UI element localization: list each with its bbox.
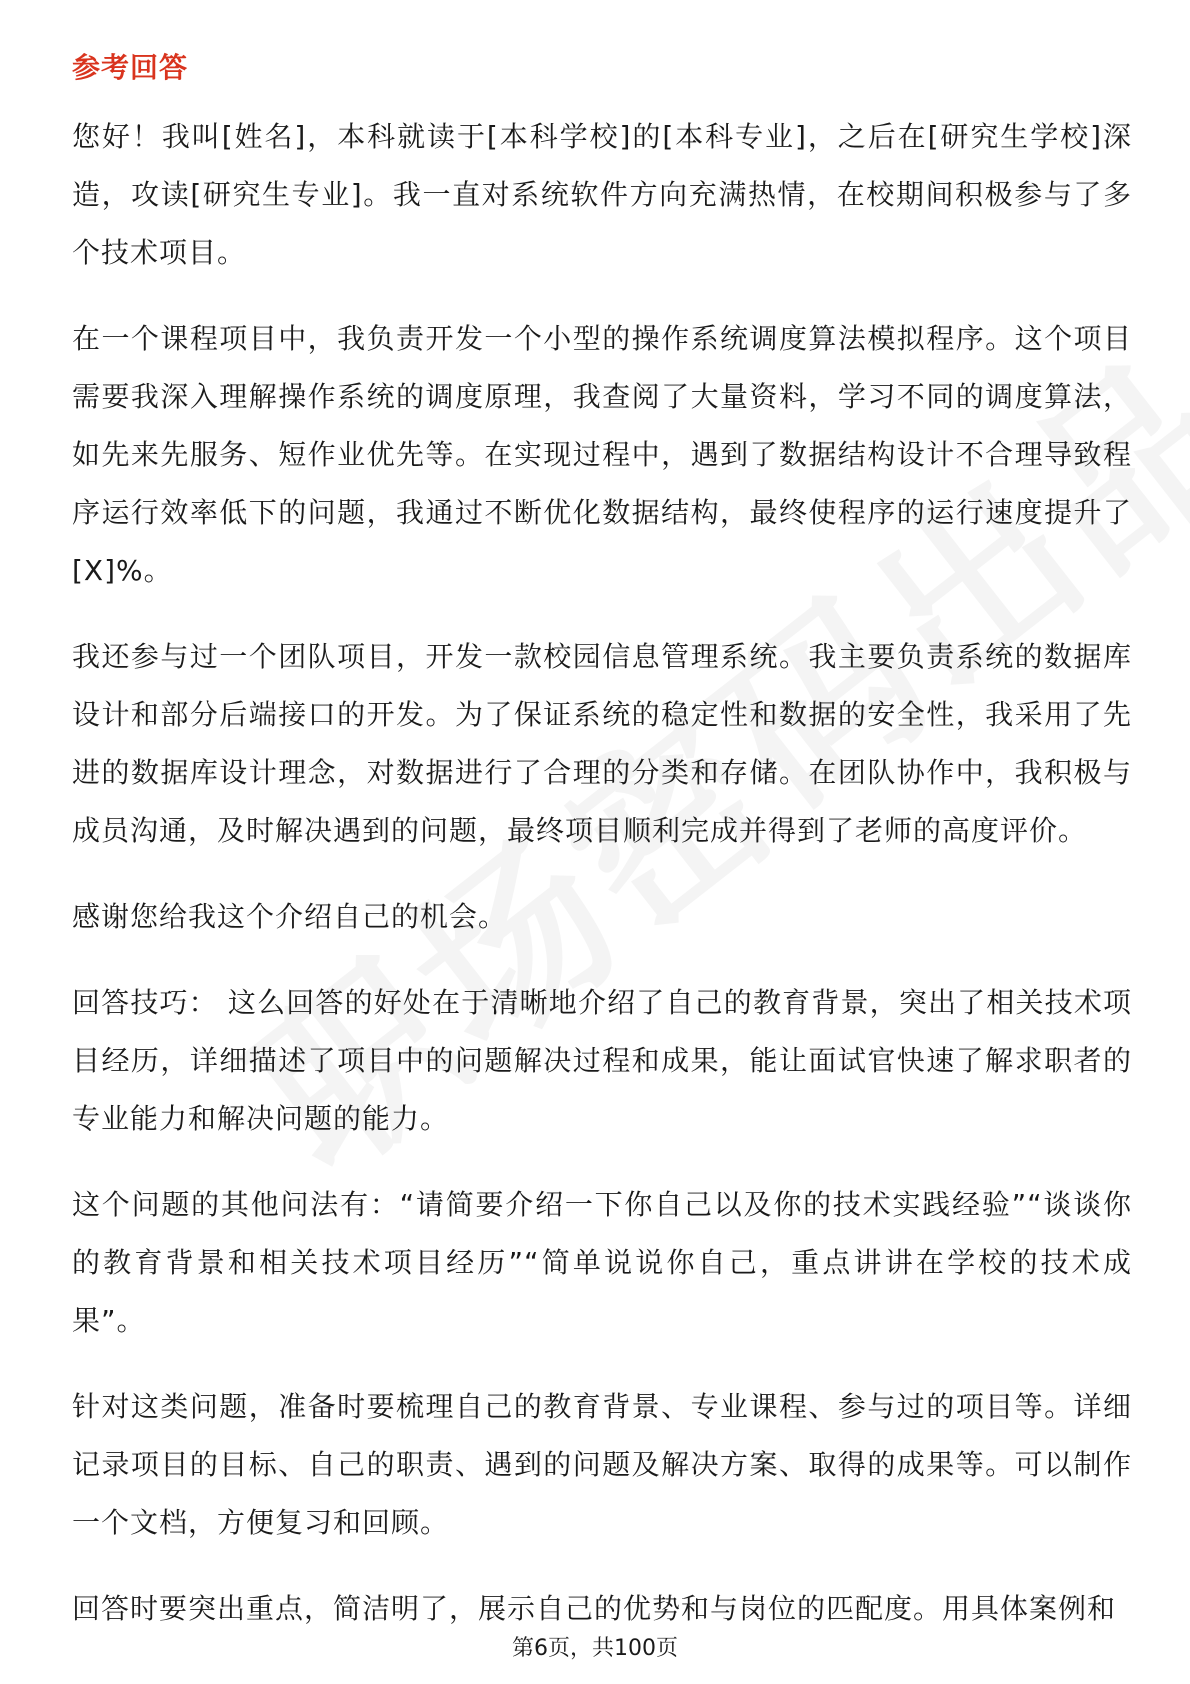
paragraph-answer-focus: 回答时要突出重点，简洁明了，展示自己的优势和与岗位的匹配度。用具体案例和: [72, 1592, 1117, 1625]
paragraph-answer-tips: 回答技巧： 这么回答的好处在于清晰地介绍了自己的教育背景，突出了相关技术项目经历，详细描述了项目中的问题解决过程和成果，能让面试官快速了解求职者的专业能力和解决问题的能力。: [72, 986, 1132, 1135]
paragraph-other-questions: 这个问题的其他问法有：“请简要介绍一下你自己以及你的技术实践经验”“谈谈你的教育背景和相关技术项目经历”“简单说说你自己，重点讲讲在学校的技术成果”。: [72, 1188, 1132, 1337]
section-title: 参考回答: [72, 51, 189, 84]
paragraph-course-project: 在一个课程项目中，我负责开发一个小型的操作系统调度算法模拟程序。这个项目需要我深入理解操作系统的调度原理，我查阅了大量资料，学习不同的调度算法，如先来先服务、短作业优先等。在实现过程中，遇到了数据结构设计不合理导致程序运行效率低下的问题，我通过不断优化数据结构，最终使程序的运行速度提升了[X]%。: [72, 322, 1132, 587]
paragraph-preparation: 针对这类问题，准备时要梳理自己的教育背景、专业课程、参与过的项目等。详细记录项目的目标、自己的职责、遇到的问题及解决方案、取得的成果等。可以制作一个文档，方便复习和回顾。: [72, 1390, 1132, 1539]
page-number-footer: 第6页，共100页: [512, 1636, 678, 1661]
paragraph-team-project: 我还参与过一个团队项目，开发一款校园信息管理系统。我主要负责系统的数据库设计和部分后端接口的开发。为了保证系统的稳定性和数据的安全性，我采用了先进的数据库设计理念，对数据进行了合理的分类和存储。在团队协作中，我积极与成员沟通，及时解决遇到的问题，最终项目顺利完成并得到了老师的高度评价。: [72, 640, 1132, 847]
paragraph-thanks: 感谢您给我这个介绍自己的机会。: [72, 900, 508, 933]
document-page: [72, 48, 1132, 1666]
paragraph-self-intro: 您好！我叫[姓名]，本科就读于[本科学校]的[本科专业]，之后在[研究生学校]深造，攻读[研究生专业]。我一直对系统软件方向充满热情，在校期间积极参与了多个技术项目。: [72, 120, 1132, 269]
